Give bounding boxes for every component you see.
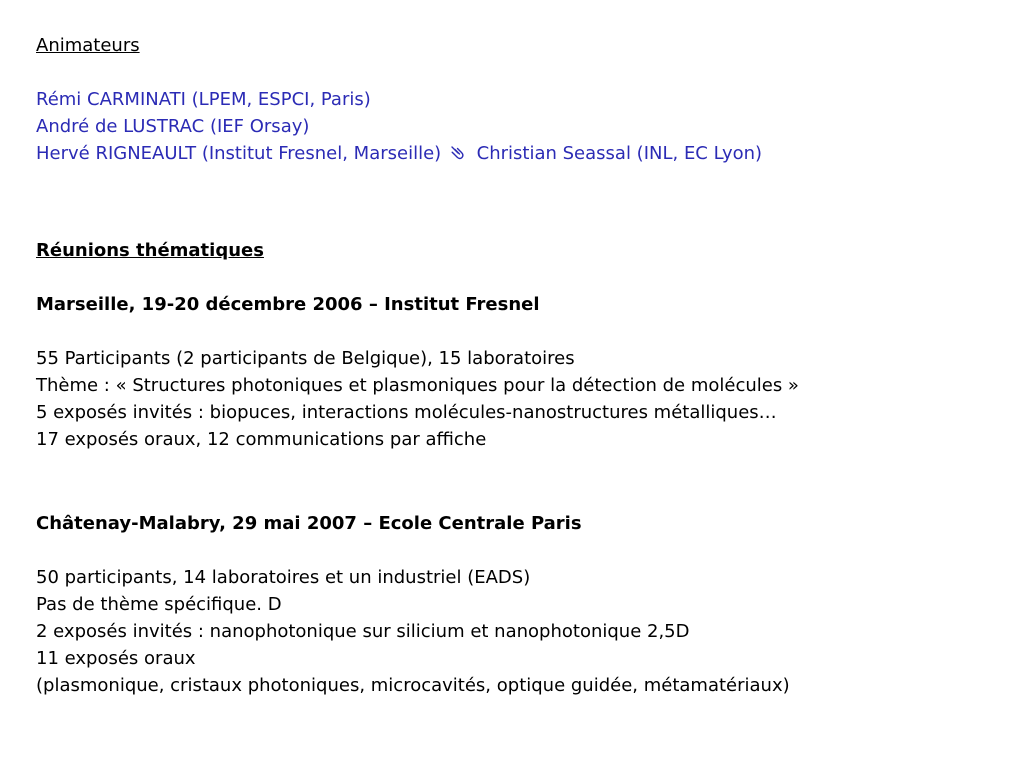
chatenay-line: (plasmonique, cristaux photoniques, microcavités, optique guidée, métamatériaux) bbox=[36, 675, 790, 696]
reunions-section bbox=[36, 237, 1004, 264]
animateur-3-part-b: Christian Seassal (INL, EC Lyon) bbox=[476, 143, 763, 164]
marseille-line: Thème : « Structures photoniques et plasmoniques pour la détection de molécules » bbox=[36, 375, 799, 396]
animateurs-heading: Animateurs bbox=[36, 35, 140, 56]
chatenay-line: 2 exposés invités : nanophotonique sur silicium et nanophotonique 2,5D bbox=[36, 621, 690, 642]
chatenay-section bbox=[36, 510, 1004, 699]
animateur-1: Rémi CARMINATI (LPEM, ESPCI, Paris) bbox=[36, 89, 371, 110]
chatenay-title: Châtenay-Malabry, 29 mai 2007 – Ecole Centrale Paris bbox=[36, 513, 582, 534]
marseille-line: 55 Participants (2 participants de Belgique), 15 laboratoires bbox=[36, 348, 575, 369]
animateur-2: André de LUSTRAC (IEF Orsay) bbox=[36, 116, 310, 137]
spacer bbox=[36, 59, 1004, 86]
marseille-line: 17 exposés oraux, 12 communications par affiche bbox=[36, 429, 487, 450]
chatenay-line: 11 exposés oraux bbox=[36, 648, 196, 669]
marseille-line: 5 exposés invités : biopuces, interactions molécules-nanostructures métalliques… bbox=[36, 402, 777, 423]
animateur-3-part-a: Hervé RIGNEAULT (Institut Fresnel, Marseille) bbox=[36, 143, 442, 164]
animateur-3 bbox=[36, 140, 1004, 167]
animateurs-section bbox=[36, 32, 1004, 167]
spacer bbox=[36, 537, 1004, 564]
marseille-title: Marseille, 19-20 décembre 2006 – Institut Fresnel bbox=[36, 294, 540, 315]
chatenay-line: 50 participants, 14 laboratoires et un industriel (EADS) bbox=[36, 567, 531, 588]
chatenay-line: Pas de thème spécifique. D bbox=[36, 594, 282, 615]
spacer bbox=[36, 318, 1004, 345]
marseille-section bbox=[36, 291, 1004, 453]
pointing-hand-icon bbox=[449, 143, 467, 161]
reunions-heading: Réunions thématiques bbox=[36, 240, 264, 261]
